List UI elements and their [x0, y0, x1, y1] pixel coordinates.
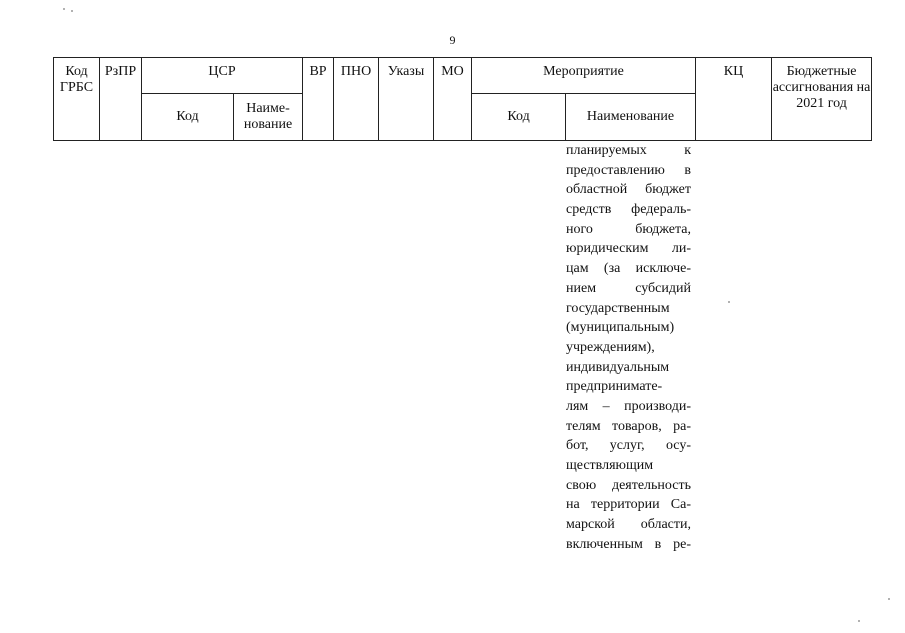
- scan-speck: [728, 301, 730, 303]
- text-line: свою деятельность: [566, 477, 691, 493]
- header-mo: МО: [434, 58, 472, 141]
- text-line: средств федераль-: [566, 202, 691, 218]
- text-line: телям товаров, ра-: [566, 418, 691, 434]
- header-ukazy: Указы: [379, 58, 434, 141]
- text-line: планируемых к: [566, 143, 691, 158]
- scan-speck: [858, 620, 860, 622]
- header-csr-kod: Код: [142, 94, 234, 141]
- text-line: на территории Са-: [566, 497, 691, 513]
- header-pno: ПНО: [334, 58, 379, 141]
- scan-speck: [888, 598, 890, 600]
- text-line: цам (за исключе-: [566, 261, 691, 277]
- text-line: ного бюджета,: [566, 221, 691, 237]
- header-vr: ВР: [303, 58, 334, 141]
- header-kc: КЦ: [696, 58, 772, 141]
- header-kod-grbs: Код ГРБС: [54, 58, 100, 141]
- text-line: (муниципальным): [566, 320, 675, 336]
- scan-speck: [71, 10, 73, 12]
- text-line: государственным: [566, 300, 670, 316]
- header-rzpr: РзПР: [100, 58, 142, 141]
- page-number: 9: [449, 33, 456, 47]
- header-csr: ЦСР: [142, 58, 303, 94]
- text-line: бот, услуг, осу-: [566, 438, 691, 454]
- text-line: областной бюджет: [566, 182, 691, 198]
- budget-table-header: [53, 57, 872, 141]
- text-line: предпринимате-: [566, 379, 663, 395]
- text-line: нием субсидий: [566, 280, 691, 296]
- scan-speck: [63, 8, 65, 10]
- text-line: ществляющим: [566, 458, 654, 473]
- text-line: юридическим ли-: [566, 241, 691, 257]
- text-line: лям – производи-: [566, 398, 691, 414]
- header-meropriyatie: Мероприятие: [472, 58, 696, 94]
- measure-name-text: [566, 141, 691, 554]
- text-line: предоставлению в: [566, 162, 691, 178]
- header-meropriyatie-kod: Код: [472, 94, 566, 141]
- text-line: индивидуальным: [566, 359, 670, 375]
- header-csr-name: Наиме-нование: [234, 94, 303, 141]
- header-budget-2021: Бюджетные ассигнования на 2021 год: [772, 58, 872, 141]
- text-line: включенным в ре-: [566, 536, 691, 552]
- text-line: учреждениям),: [566, 339, 655, 355]
- text-line: марской области,: [566, 517, 691, 533]
- header-meropriyatie-name: Наименование: [566, 94, 696, 141]
